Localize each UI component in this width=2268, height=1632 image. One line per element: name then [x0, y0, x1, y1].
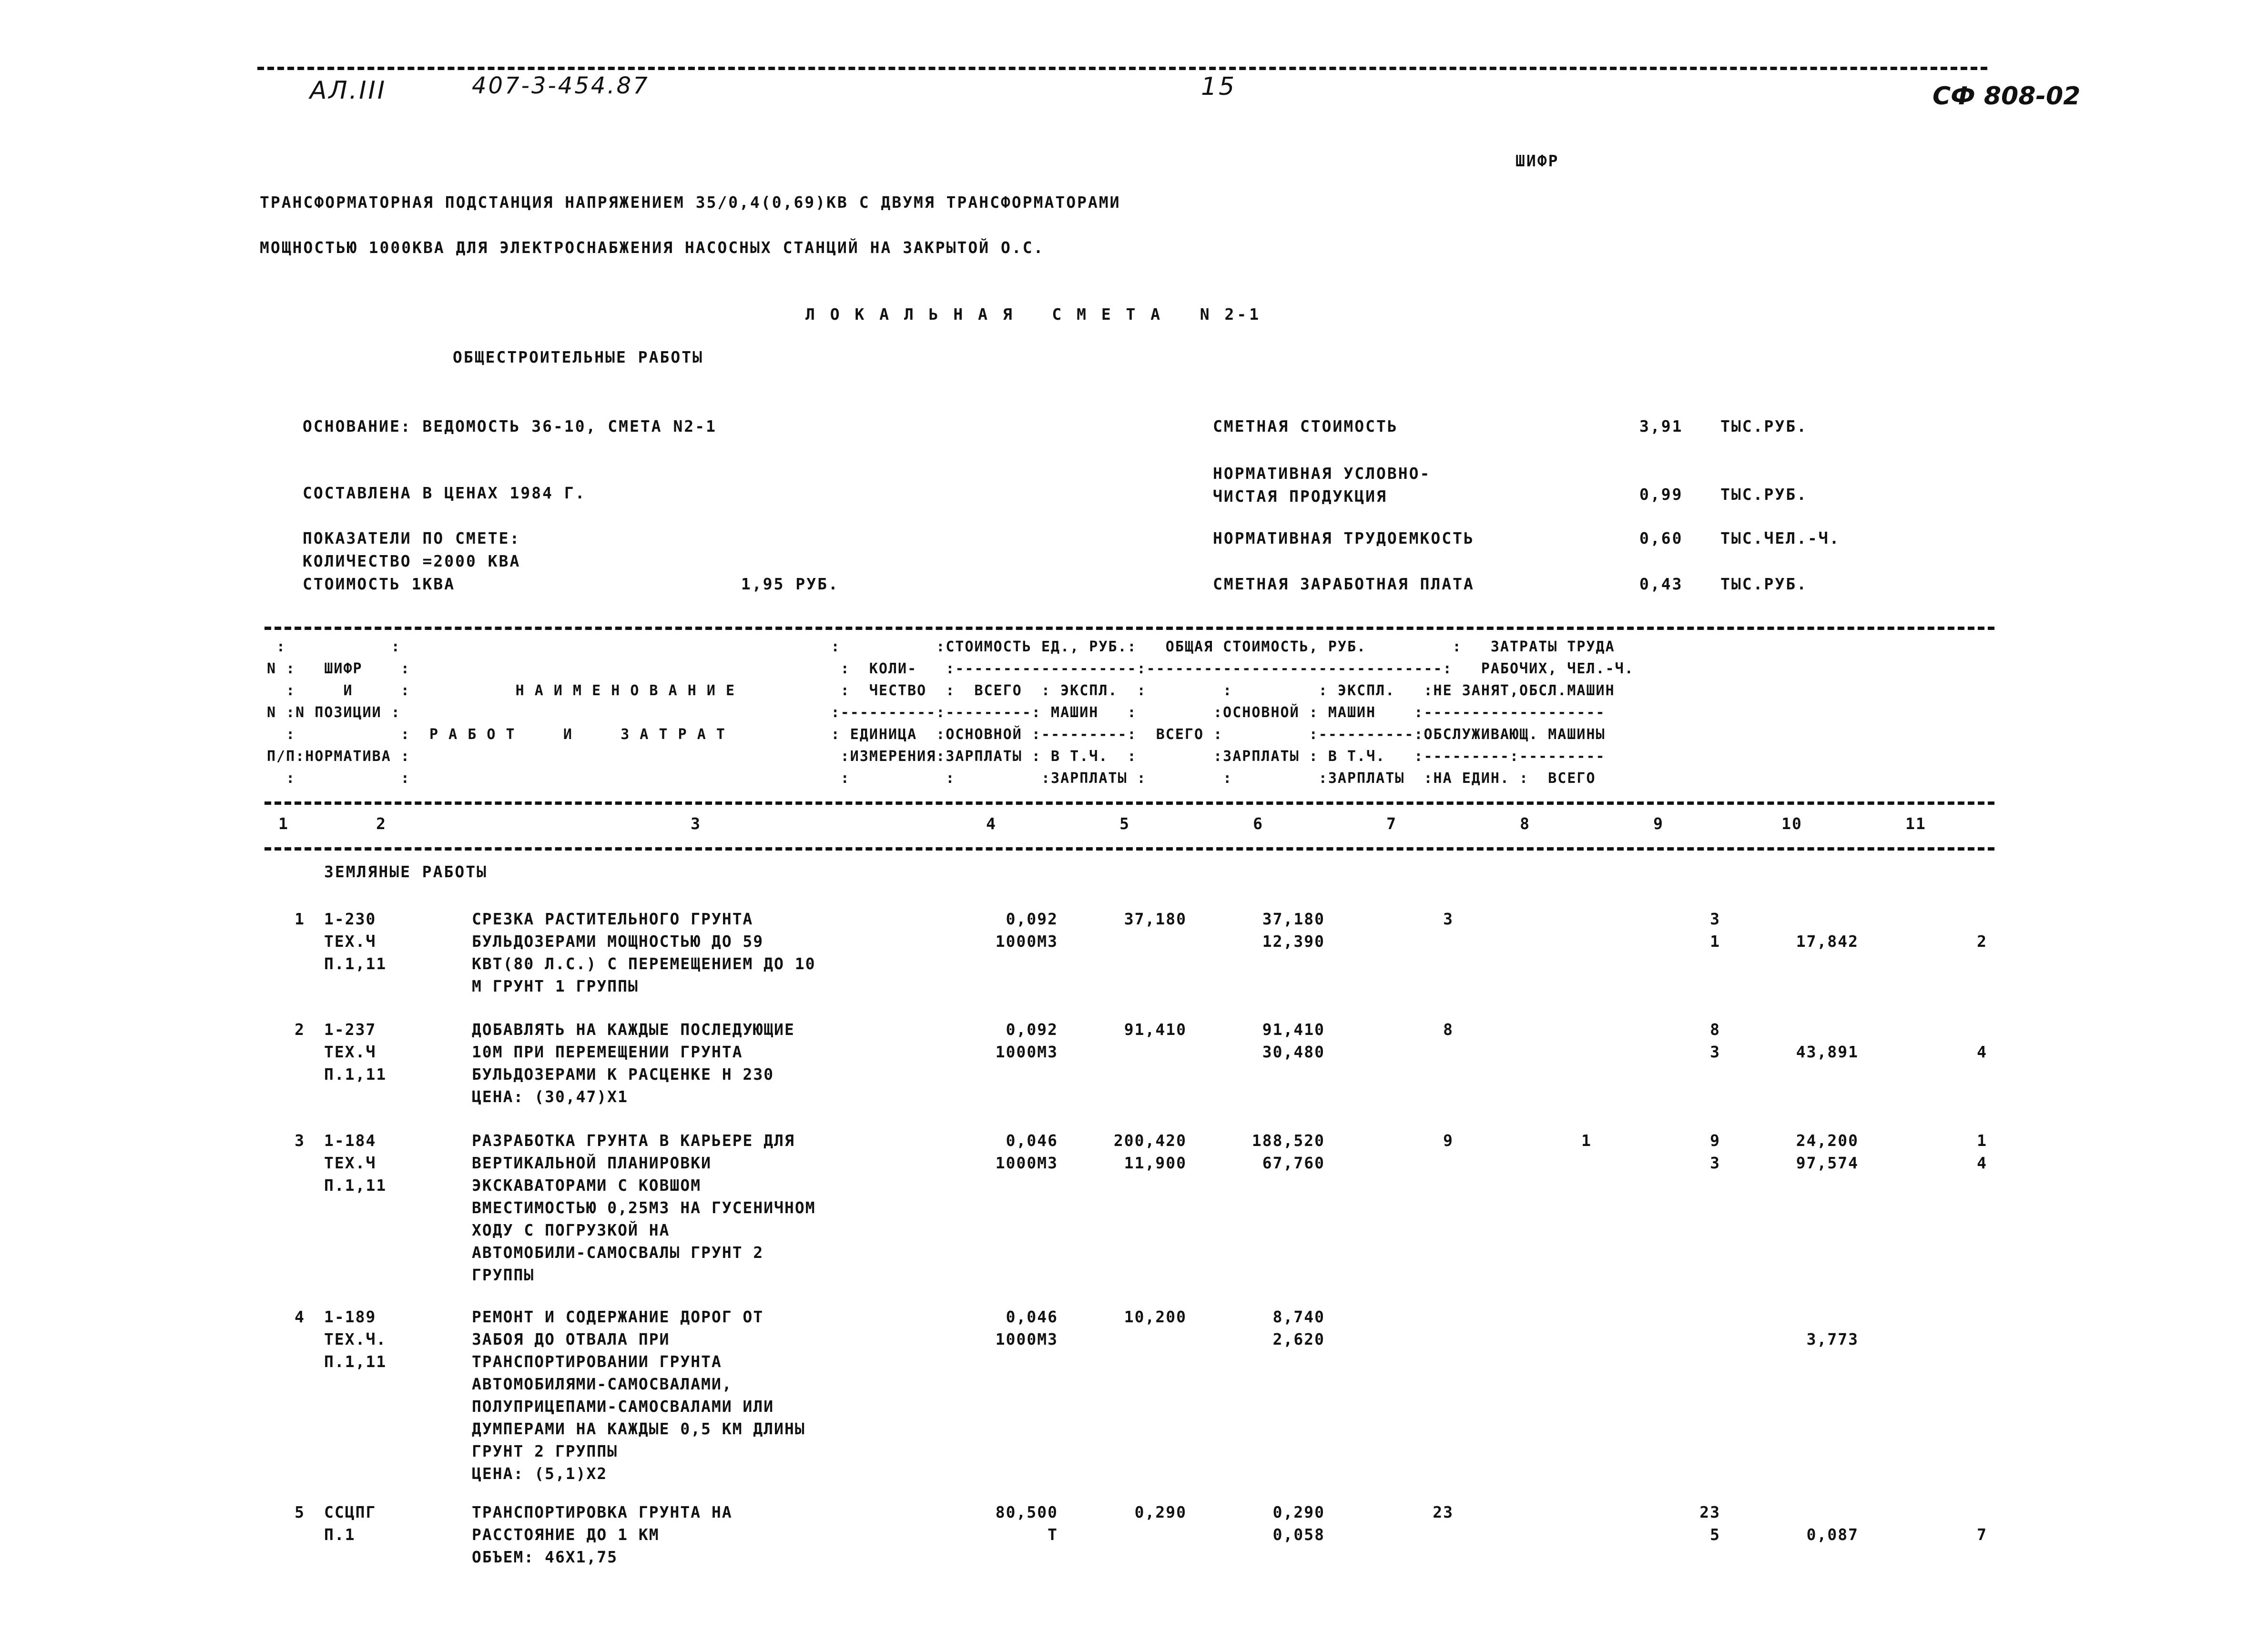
row-code: 1-237 ТЕХ.Ч П.1,11 — [324, 1020, 387, 1084]
row-quantity: 0,046 1000М3 — [995, 1308, 1058, 1348]
indicators-title: ПОКАЗАТЕЛИ ПО СМЕТЕ: — [303, 529, 521, 547]
table-top-line — [264, 627, 1994, 630]
estimated-cost-unit: ТЫС.РУБ. — [1720, 417, 1808, 436]
row-code: ССЦПГ П.1 — [324, 1503, 376, 1544]
unit-cost-label: СТОИМОСТЬ 1КВА — [303, 575, 456, 593]
row-code: 1-189 ТЕХ.Ч. П.1,11 — [324, 1308, 387, 1371]
column-number: 7 — [1386, 814, 1397, 833]
net-product-value: 0,99 — [1639, 485, 1683, 504]
doc-code: СФ 808-02 — [1932, 82, 2081, 111]
row-unit-total: 200,420 11,900 — [1113, 1131, 1187, 1172]
column-number: 8 — [1520, 814, 1530, 833]
row-number: 5 — [295, 1503, 305, 1521]
net-product-unit: ТЫС.РУБ. — [1720, 485, 1808, 504]
row-total: 9 — [1443, 1131, 1454, 1150]
table-columns-line — [264, 847, 1994, 851]
row-total: 3 — [1443, 910, 1454, 928]
column-number: 11 — [1905, 814, 1926, 833]
table-header: : : : :СТОИМОСТЬ ЕД., РУБ.: ОБЩАЯ СТОИМОСТЬ, РУБ. : ЗАТРАТЫ ТРУДА N : ШИФР : : КОЛИ- :-------------------:-------------------------------: РАБОЧИХ, ЧЕЛ.-Ч. : И : Н А И М Е Н О В А Н И Е : ЧЕСТВО : ВСЕГО : ЭКСПЛ. : : : ЭКСПЛ. :НЕ ЗАНЯТ,ОБСЛ.МАШИН N :N ПОЗИЦИИ : :----------:---------: МАШИН : :ОСНОВНОЙ : МАШИН :------------------- : : Р А Б О Т И З А Т Р А Т : ЕДИНИЦА :ОСНОВНОЙ :---------: ВСЕГО : :----------:ОБСЛУЖИВАЮЩ. МАШИНЫ П/П:НОРМАТИВА : :ИЗМЕРЕНИЯ:ЗАРПЛАТЫ : В Т.Ч. : :ЗАРПЛАТЫ : В Т.Ч. :---------:--------- : : : : :ЗАРПЛАТЫ : : :ЗАРПЛАТЫ :НА ЕДИН. : ВСЕГО — [267, 639, 1634, 787]
project-code: 407-3-454.87 — [472, 72, 650, 99]
row-labor-unit: 0,087 — [1806, 1525, 1859, 1544]
wage-unit: ТЫС.РУБ. — [1720, 575, 1808, 593]
row-code: 1-184 ТЕХ.Ч П.1,11 — [324, 1131, 387, 1195]
row-labor-unit: 17,842 — [1796, 932, 1859, 951]
row-total: 8 — [1443, 1020, 1454, 1039]
row-labor-total: 7 — [1977, 1525, 1987, 1544]
estimated-cost-value: 3,91 — [1639, 417, 1683, 436]
column-number: 6 — [1253, 814, 1263, 833]
row-quantity: 0,092 1000М3 — [995, 910, 1058, 951]
row-number: 4 — [295, 1308, 305, 1326]
row-total-wage: 1 — [1581, 1131, 1592, 1150]
title-line-2: МОЩНОСТЬЮ 1000КВА ДЛЯ ЭЛЕКТРОСНАБЖЕНИЯ НАСОСНЫХ СТАНЦИЙ НА ЗАКРЫТОЙ О.С. — [260, 238, 1045, 257]
row-total-machines: 23 5 — [1699, 1503, 1720, 1544]
row-unit-machines: 188,520 67,760 — [1251, 1131, 1325, 1172]
row-unit-machines: 0,290 0,058 — [1272, 1503, 1325, 1544]
labor-intensity-value: 0,60 — [1639, 529, 1683, 547]
row-total: 23 — [1433, 1503, 1454, 1521]
title-line-1: ТРАНСФОРМАТОРНАЯ ПОДСТАНЦИЯ НАПРЯЖЕНИЕМ 35/0,4(0,69)КВ С ДВУМЯ ТРАНСФОРМАТОРАМИ — [260, 193, 1121, 212]
row-unit-machines: 37,180 12,390 — [1262, 910, 1325, 951]
estimate-title: Л О К А Л Ь Н А Я С М Е Т А N 2-1 — [805, 305, 1262, 324]
table-header-line — [264, 801, 1994, 805]
unit-cost-value: 1,95 РУБ. — [741, 575, 839, 593]
row-name: ДОБАВЛЯТЬ НА КАЖДЫЕ ПОСЛЕДУЮЩИЕ 10М ПРИ ПЕРЕМЕЩЕНИИ ГРУНТА БУЛЬДОЗЕРАМИ К РАСЦЕНКЕ Н 230 ЦЕНА: (30,47)Х1 — [472, 1020, 795, 1106]
row-labor-unit: 43,891 — [1796, 1043, 1859, 1061]
row-number: 1 — [295, 910, 305, 928]
row-labor-total: 2 — [1977, 932, 1987, 951]
row-unit-total: 91,410 — [1124, 1020, 1187, 1039]
column-number: 10 — [1781, 814, 1802, 833]
basis-text: ОСНОВАНИЕ: ВЕДОМОСТЬ 36-10, СМЕТА N2-1 — [303, 417, 717, 436]
net-product-label: НОРМАТИВНАЯ УСЛОВНО- ЧИСТАЯ ПРОДУКЦИЯ — [1213, 464, 1431, 506]
wage-value: 0,43 — [1639, 575, 1683, 593]
row-name: ТРАНСПОРТИРОВКА ГРУНТА НА РАССТОЯНИЕ ДО 1 КМ ОБЪЕМ: 46Х1,75 — [472, 1503, 732, 1566]
section-title: ЗЕМЛЯНЫЕ РАБОТЫ — [324, 862, 488, 881]
column-number: 5 — [1119, 814, 1130, 833]
top-border-line — [257, 67, 1987, 70]
row-labor-total: 1 4 — [1977, 1131, 1987, 1172]
cipher-label: ШИФР — [1515, 152, 1559, 170]
row-code: 1-230 ТЕХ.Ч П.1,11 — [324, 910, 387, 973]
row-quantity: 0,046 1000М3 — [995, 1131, 1058, 1172]
row-name: РЕМОНТ И СОДЕРЖАНИЕ ДОРОГ ОТ ЗАБОЯ ДО ОТВАЛА ПРИ ТРАНСПОРТИРОВАНИИ ГРУНТА АВТОМОБИЛЯМИ-САМОСВАЛАМИ, ПОЛУПРИЦЕПАМИ-САМОСВАЛАМИ ИЛИ ДУМПЕРАМИ НА КАЖДЫЕ 0,5 КМ ДЛИНЫ ГРУНТ 2 ГРУППЫ ЦЕНА: (5,1)Х2 — [472, 1308, 805, 1483]
works-title: ОБЩЕСТРОИТЕЛЬНЫЕ РАБОТЫ — [453, 348, 703, 366]
row-unit-total: 10,200 — [1124, 1308, 1187, 1326]
labor-intensity-unit: ТЫС.ЧЕЛ.-Ч. — [1720, 529, 1841, 547]
row-total-machines: 9 3 — [1710, 1131, 1720, 1172]
row-name: РАЗРАБОТКА ГРУНТА В КАРЬЕРЕ ДЛЯ ВЕРТИКАЛЬНОЙ ПЛАНИРОВКИ ЭКСКАВАТОРАМИ С КОВШОМ ВМЕСТИМОСТЬЮ 0,25М3 НА ГУСЕНИЧНОМ ХОДУ С ПОГРУЗКОЙ НА АВТОМОБИЛИ-САМОСВАЛЫ ГРУНТ 2 ГРУППЫ — [472, 1131, 816, 1284]
row-labor-unit: 24,200 97,574 — [1796, 1131, 1859, 1172]
labor-intensity-label: НОРМАТИВНАЯ ТРУДОЕМКОСТЬ — [1213, 529, 1475, 547]
column-number: 3 — [691, 814, 701, 833]
compiled-text: СОСТАВЛЕНА В ЦЕНАХ 1984 Г. — [303, 484, 586, 502]
row-unit-machines: 91,410 30,480 — [1262, 1020, 1325, 1061]
row-unit-total: 37,180 — [1124, 910, 1187, 928]
row-number: 3 — [295, 1131, 305, 1150]
row-total-machines: 8 3 — [1710, 1020, 1720, 1061]
row-unit-machines: 8,740 2,620 — [1272, 1308, 1325, 1348]
row-number: 2 — [295, 1020, 305, 1039]
album-stamp: АЛ.III — [310, 76, 387, 105]
row-name: СРЕЗКА РАСТИТЕЛЬНОГО ГРУНТА БУЛЬДОЗЕРАМИ МОЩНОСТЬЮ ДО 59 КВТ(80 Л.С.) С ПЕРЕМЕЩЕНИЕМ ДО 10 М ГРУНТ 1 ГРУППЫ — [472, 910, 816, 995]
column-number: 1 — [278, 814, 289, 833]
row-unit-total: 0,290 — [1134, 1503, 1187, 1521]
column-number: 2 — [376, 814, 386, 833]
row-quantity: 80,500 Т — [995, 1503, 1058, 1544]
row-labor-total: 4 — [1977, 1043, 1987, 1061]
row-labor-unit: 3,773 — [1806, 1330, 1859, 1348]
column-number: 9 — [1653, 814, 1664, 833]
row-total-machines: 3 1 — [1710, 910, 1720, 951]
estimated-cost-label: СМЕТНАЯ СТОИМОСТЬ — [1213, 417, 1398, 436]
quantity-text: КОЛИЧЕСТВО =2000 КВА — [303, 552, 521, 570]
wage-label: СМЕТНАЯ ЗАРАБОТНАЯ ПЛАТА — [1213, 575, 1475, 593]
row-quantity: 0,092 1000М3 — [995, 1020, 1058, 1061]
column-number: 4 — [986, 814, 997, 833]
sheet-number: 15 — [1201, 72, 1237, 101]
